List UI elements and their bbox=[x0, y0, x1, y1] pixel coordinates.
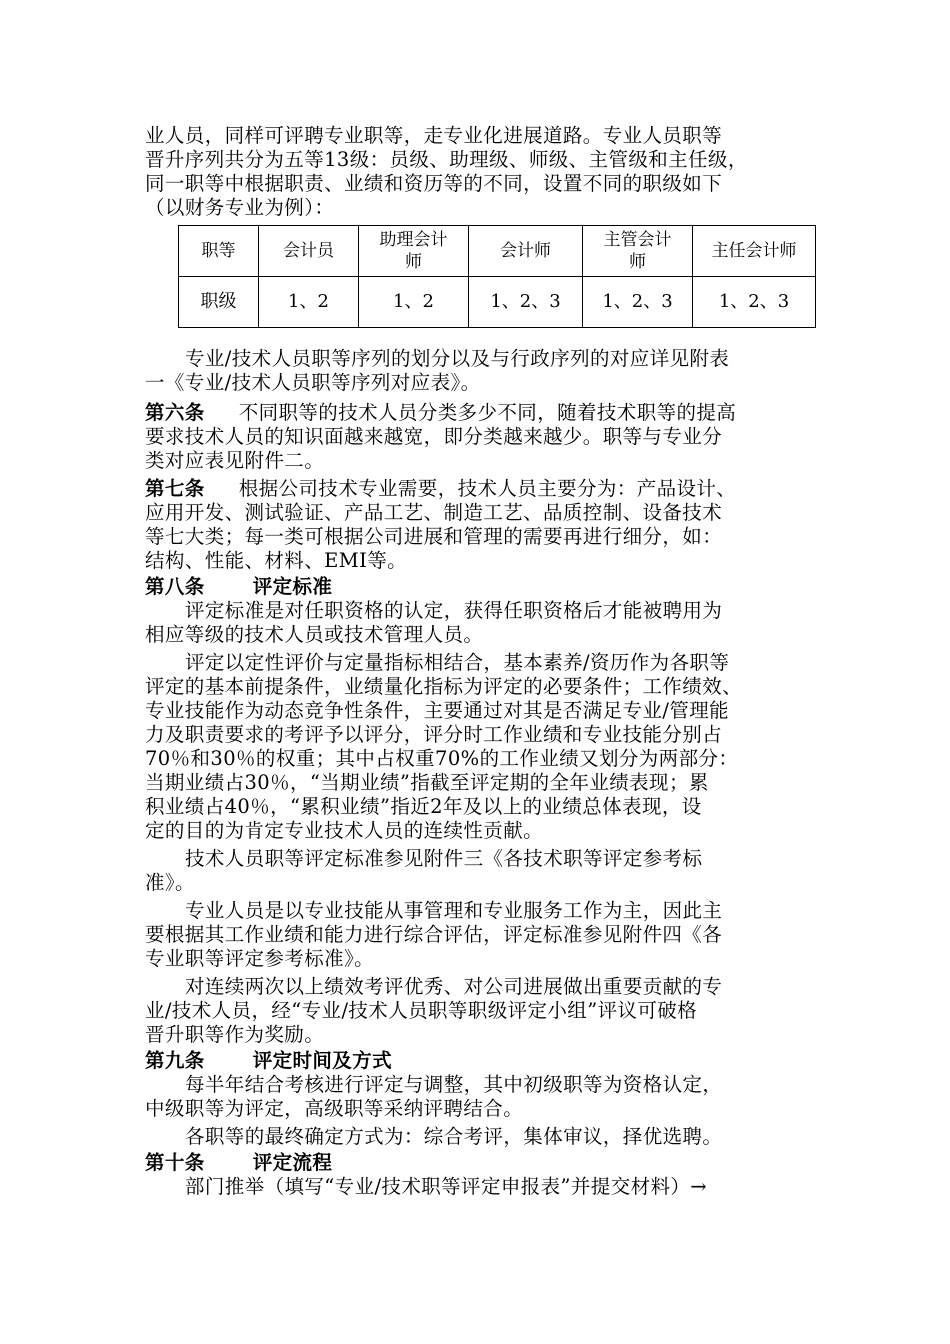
table-cell: 1、2、3 bbox=[469, 277, 583, 328]
article-7-line bbox=[145, 477, 736, 501]
body-text: 根据公司技术专业需要，技术人员主要分为：产品设计、 bbox=[238, 477, 737, 500]
body-line: 专业职等评定参考标准》。 bbox=[145, 947, 375, 970]
table-cell: 会计员 bbox=[259, 226, 359, 277]
table-cell: 1、2 bbox=[359, 277, 469, 328]
article-heading: 第十条 bbox=[145, 1151, 205, 1174]
grade-table-level-row bbox=[179, 277, 816, 328]
body-line: 定的目的为肯定专业技术人员的连续性贡献。 bbox=[145, 819, 544, 842]
body-line: 要根据其工作业绩和能力进行综合评估，评定标准参见附件四《各 bbox=[145, 923, 723, 946]
article-9-heading bbox=[145, 1049, 392, 1073]
intro-line-2: 晋升序列共分为五等13级：员级、助理级、师级、主管级和主任级， bbox=[145, 148, 748, 171]
table-cell: 1、2、3 bbox=[583, 277, 693, 328]
table-cell: 职等 bbox=[179, 226, 259, 277]
body-line: 评定的基本前提条件，业绩量化指标为评定的必要条件；工作绩效、 bbox=[145, 675, 743, 698]
body-line: 专业/技术人员职等序列的划分以及与行政序列的对应详见附表 bbox=[185, 347, 730, 370]
body-line: 业/技术人员，经“专业/技术人员职等职级评定小组”评议可破格 bbox=[145, 999, 698, 1022]
section-title: 评定流程 bbox=[252, 1151, 333, 1174]
body-line: 中级职等为评定，高级职等采纳评聘结合。 bbox=[145, 1097, 524, 1120]
section-title: 评定标准 bbox=[252, 575, 333, 598]
body-line: 晋升职等作为奖励。 bbox=[145, 1023, 325, 1046]
table-cell: 主管会计 师 bbox=[583, 226, 693, 277]
body-line: 评定以定性评价与定量指标相结合，基本素养/资历作为各职等 bbox=[185, 651, 730, 674]
grade-table-header-row bbox=[179, 226, 816, 277]
article-heading: 第九条 bbox=[145, 1049, 205, 1072]
body-line: 各职等的最终确定方式为：综合考评，集体审议，择优选聘。 bbox=[185, 1125, 723, 1148]
section-title: 评定时间及方式 bbox=[252, 1049, 393, 1072]
table-cell: 会计师 bbox=[469, 226, 583, 277]
body-line: 专业技能作为动态竞争性条件，主要通过对其是否满足专业/管理能 bbox=[145, 699, 730, 722]
article-6-line bbox=[145, 401, 736, 425]
grade-table bbox=[178, 225, 816, 328]
intro-line-4: （以财务专业为例）： bbox=[145, 196, 335, 219]
body-line: 要求技术人员的知识面越来越宽，即分类越来越少。职等与专业分 bbox=[145, 425, 723, 448]
intro-line-3: 同一职等中根据职责、业绩和资历等的不同，设置不同的职级如下 bbox=[145, 172, 723, 195]
body-line: 力及职责要求的考评予以评分，评分时工作业绩和专业技能分别占 bbox=[145, 723, 723, 746]
article-heading: 第八条 bbox=[145, 575, 205, 598]
body-line: 一《专业/技术人员职等序列对应表》。 bbox=[145, 371, 481, 394]
body-line: 每半年结合考核进行评定与调整，其中初级职等为资格认定， bbox=[185, 1073, 723, 1096]
body-line: 当期业绩占30％，“当期业绩”指截至评定期的全年业绩表现；累 bbox=[145, 771, 709, 794]
body-line: 部门推举（填写“专业/技术职等评定申报表”并提交材料）→ bbox=[185, 1175, 708, 1198]
table-cell: 1、2 bbox=[259, 277, 359, 328]
table-cell: 职级 bbox=[179, 277, 259, 328]
body-line: 技术人员职等评定标准参见附件三《各技术职等评定参考标 bbox=[185, 847, 703, 870]
table-cell: 1、2、3 bbox=[693, 277, 816, 328]
body-line: 类对应表见附件二。 bbox=[145, 449, 325, 472]
body-line: 70％和30％的权重；其中占权重70%的工作业绩又划分为两部分： bbox=[145, 747, 739, 770]
body-line: 等七大类；每一类可根据公司进展和管理的需要再进行细分，如： bbox=[145, 525, 723, 548]
body-text: 不同职等的技术人员分类多少不同，随着技术职等的提高 bbox=[238, 401, 737, 424]
table-cell: 主任会计师 bbox=[693, 226, 816, 277]
article-heading: 第七条 bbox=[145, 477, 205, 500]
article-10-heading bbox=[145, 1151, 332, 1175]
body-line: 专业人员是以专业技能从事管理和专业服务工作为主，因此主 bbox=[185, 899, 723, 922]
body-line: 相应等级的技术人员或技术管理人员。 bbox=[145, 623, 484, 646]
article-heading: 第六条 bbox=[145, 401, 205, 424]
body-line: 结构、性能、材料、EMI等。 bbox=[145, 549, 408, 572]
intro-line-1: 业人员，同样可评聘专业职等，走专业化进展道路。专业人员职等 bbox=[145, 124, 723, 147]
body-line: 积业绩占40％，“累积业绩”指近2年及以上的业绩总体表现，设 bbox=[145, 795, 702, 818]
article-8-heading bbox=[145, 575, 332, 599]
table-cell: 助理会计 师 bbox=[359, 226, 469, 277]
body-line: 准》。 bbox=[145, 871, 195, 894]
body-line: 评定标准是对任职资格的认定，获得任职资格后才能被聘用为 bbox=[185, 599, 723, 622]
body-line: 应用开发、测试验证、产品工艺、制造工艺、品质控制、设备技术 bbox=[145, 501, 723, 524]
body-line: 对连续两次以上绩效考评优秀、对公司进展做出重要贡献的专 bbox=[185, 975, 723, 998]
